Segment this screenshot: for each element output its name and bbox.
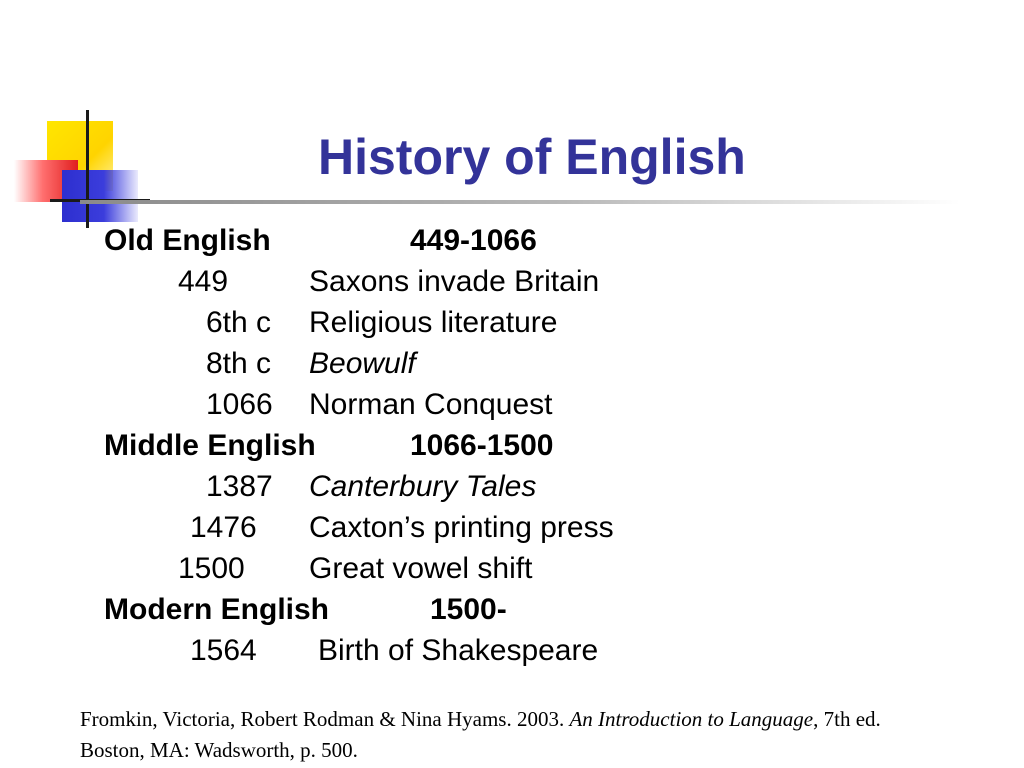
citation-book-title: An Introduction to Language [569, 707, 814, 731]
event-text: Norman Conquest [309, 388, 553, 421]
event-text: Religious literature [309, 306, 558, 339]
period-label-modern-english: Modern English [104, 593, 329, 626]
citation-authors: Fromkin, Victoria, Robert Rodman & Nina Hyams. 2003. [80, 707, 570, 731]
event-year: 6th c [206, 306, 272, 339]
event-year: 1500 [178, 552, 245, 585]
event-text: Birth of Shakespeare [318, 634, 599, 667]
event-year: 1564 [190, 634, 257, 667]
period-range-middle-english: 1066-1500 [410, 429, 554, 462]
event-year: 1387 [206, 470, 273, 503]
event-text: Caxton’s printing press [309, 511, 614, 544]
event-text: Great vowel shift [309, 552, 533, 585]
event-year: 449 [178, 265, 229, 298]
period-range-modern-english: 1500- [430, 593, 507, 626]
slide-title: History of English [318, 129, 746, 185]
citation [80, 704, 940, 766]
period-label-middle-english: Middle English [104, 429, 316, 462]
event-text: Canterbury Tales [309, 470, 537, 503]
event-text: Saxons invade Britain [309, 265, 600, 298]
period-range-old-english: 449-1066 [410, 224, 537, 257]
event-year: 8th c [206, 347, 272, 380]
event-year: 1066 [206, 388, 273, 421]
title-underline [80, 200, 960, 204]
blue-block [62, 170, 138, 222]
event-year: 1476 [190, 511, 257, 544]
period-label-old-english: Old English [104, 224, 271, 257]
citation-publisher: , 7th ed. Boston, MA: Wadsworth, p. 500. [80, 707, 881, 762]
decorative-block-cluster [0, 0, 150, 240]
event-text: Beowulf [309, 347, 416, 380]
vertical-rule [86, 110, 89, 228]
